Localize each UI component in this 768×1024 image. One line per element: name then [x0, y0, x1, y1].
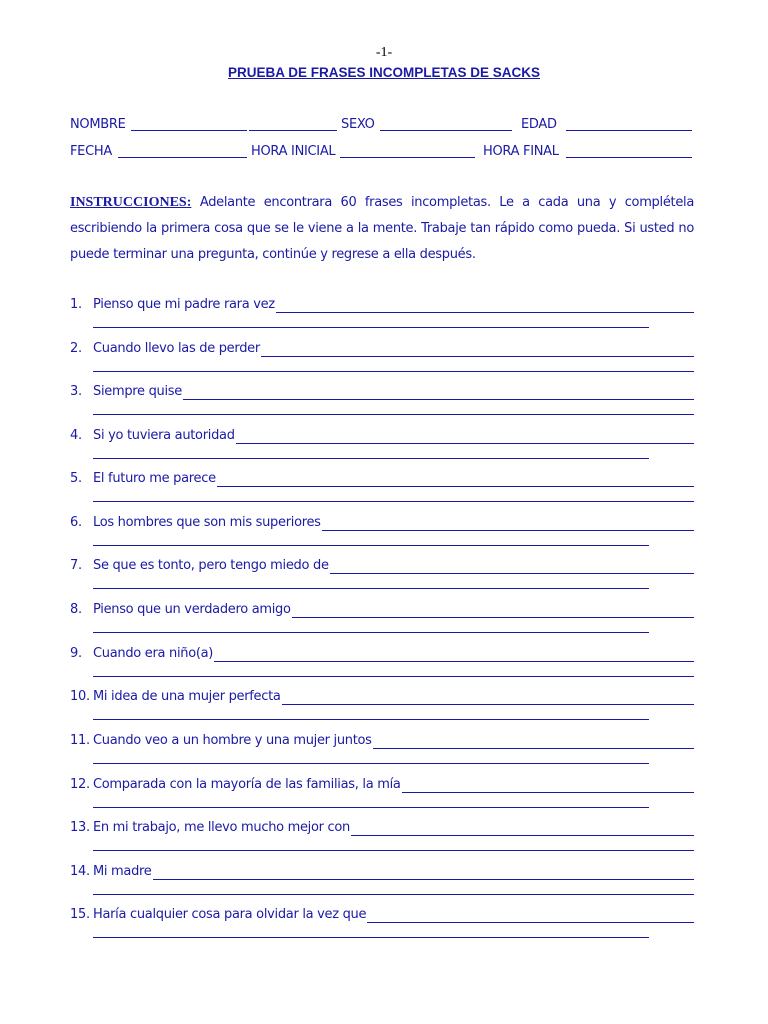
nombre-field-a[interactable]: [131, 130, 247, 131]
edad-label: EDAD: [521, 117, 557, 132]
answer-line-continued[interactable]: [93, 937, 649, 938]
hora-inicial-field[interactable]: [340, 157, 475, 158]
hora-final-label: HORA FINAL: [483, 144, 559, 159]
sentence-item: [70, 689, 694, 729]
answer-line[interactable]: [292, 604, 694, 618]
item-number: 14.: [70, 864, 90, 879]
sentence-item: [70, 558, 694, 598]
item-number: 9.: [70, 646, 82, 661]
answer-line[interactable]: [373, 735, 694, 749]
answer-line[interactable]: [217, 473, 694, 487]
item-prompt: Cuando era niño(a): [93, 646, 214, 661]
document-title: PRUEBA DE FRASES INCOMPLETAS DE SACKS: [227, 65, 541, 80]
answer-line-continued[interactable]: [93, 414, 694, 415]
item-number: 4.: [70, 428, 82, 443]
answer-line[interactable]: [282, 691, 694, 705]
sentence-item: [70, 471, 694, 511]
answer-line-continued[interactable]: [93, 371, 694, 372]
item-number: 5.: [70, 471, 82, 486]
sentence-item: [70, 428, 694, 468]
answer-line[interactable]: [322, 517, 694, 531]
sentence-item: [70, 602, 694, 642]
answer-line-continued[interactable]: [93, 458, 649, 459]
sexo-field[interactable]: [380, 130, 512, 131]
item-number: 15.: [70, 907, 90, 922]
item-prompt: Haría cualquier cosa para olvidar la vez que: [93, 907, 367, 922]
item-prompt: Los hombres que son mis superiores: [93, 515, 321, 530]
item-prompt: Pienso que mi padre rara vez: [93, 297, 275, 312]
item-number: 10.: [70, 689, 90, 704]
item-prompt: Pienso que un verdadero amigo: [93, 602, 291, 617]
sentence-item: [70, 341, 694, 381]
fecha-field[interactable]: [118, 157, 247, 158]
item-prompt: Si yo tuviera autoridad: [93, 428, 235, 443]
item-number: 7.: [70, 558, 82, 573]
sentence-item: [70, 515, 694, 555]
hora-final-field[interactable]: [566, 157, 692, 158]
hora-inicial-label: HORA INICIAL: [251, 144, 336, 159]
answer-line-continued[interactable]: [93, 588, 649, 589]
answer-line[interactable]: [153, 866, 695, 880]
answer-line-continued[interactable]: [93, 545, 649, 546]
answer-line[interactable]: [214, 648, 694, 662]
answer-line[interactable]: [402, 779, 694, 793]
sentence-item: [70, 777, 694, 817]
item-number: 12.: [70, 777, 90, 792]
page-number: -1-: [375, 45, 393, 60]
answer-line[interactable]: [330, 560, 694, 574]
instructions: [70, 190, 694, 268]
answer-line[interactable]: [236, 430, 694, 444]
sexo-label: SEXO: [341, 117, 375, 132]
answer-line[interactable]: [183, 386, 694, 400]
item-prompt: Mi madre: [93, 864, 152, 879]
item-prompt: Cuando veo a un hombre y una mujer juntos: [93, 733, 372, 748]
item-prompt: Cuando llevo las de perder: [93, 341, 260, 356]
item-number: 6.: [70, 515, 82, 530]
answer-line-continued[interactable]: [93, 807, 649, 808]
answer-line[interactable]: [276, 299, 694, 313]
answer-line[interactable]: [351, 822, 694, 836]
answer-line-continued[interactable]: [93, 763, 649, 764]
item-prompt: Se que es tonto, pero tengo miedo de: [93, 558, 329, 573]
sentence-item: [70, 646, 694, 686]
answer-line-continued[interactable]: [93, 501, 694, 502]
sentence-item: [70, 820, 694, 860]
edad-field[interactable]: [566, 130, 692, 131]
item-prompt: El futuro me parece: [93, 471, 216, 486]
item-prompt: Comparada con la mayoría de las familias, la mía: [93, 777, 401, 792]
nombre-label: NOMBRE: [70, 117, 126, 132]
fecha-label: FECHA: [70, 144, 112, 159]
nombre-field-b[interactable]: [249, 130, 337, 131]
answer-line-continued[interactable]: [93, 632, 649, 633]
sentence-item: [70, 907, 694, 947]
item-prompt: Mi idea de una mujer perfecta: [93, 689, 281, 704]
item-number: 1.: [70, 297, 82, 312]
item-number: 13.: [70, 820, 90, 835]
sentence-item: [70, 733, 694, 773]
item-prompt: Siempre quise: [93, 384, 182, 399]
item-number: 3.: [70, 384, 82, 399]
instructions-label: INSTRUCCIONES:: [70, 195, 192, 210]
answer-line-continued[interactable]: [93, 850, 694, 851]
answer-line-continued[interactable]: [93, 894, 694, 895]
answer-line-continued[interactable]: [93, 327, 649, 328]
item-number: 2.: [70, 341, 82, 356]
answer-line-continued[interactable]: [93, 676, 694, 677]
item-number: 8.: [70, 602, 82, 617]
sentence-item: [70, 864, 694, 904]
answer-line-continued[interactable]: [93, 719, 649, 720]
sentence-item: [70, 297, 694, 337]
answer-line[interactable]: [261, 343, 694, 357]
item-prompt: En mi trabajo, me llevo mucho mejor con: [93, 820, 350, 835]
item-number: 11.: [70, 733, 90, 748]
sentence-item: [70, 384, 694, 424]
instructions-text: Adelante encontrara 60 frases incompletas. Le a cada una y complétela escribiendo la primera cosa que se le viene a la mente. Trabaje tan rápido como pueda. Si usted no puede terminar una pregunta, continúe y regrese a ella después.: [70, 195, 694, 262]
answer-line[interactable]: [367, 909, 694, 923]
